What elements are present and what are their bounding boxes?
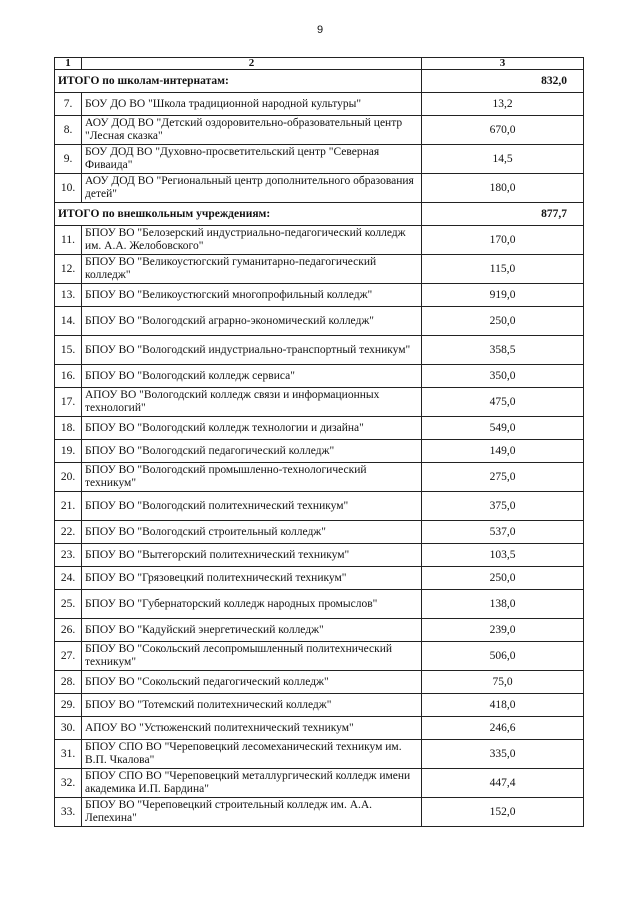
- table-row: [55, 226, 584, 255]
- amount-value: 447,4: [422, 769, 584, 798]
- row-number: 12.: [55, 255, 82, 284]
- table-row: [55, 145, 584, 174]
- institution-name: БПОУ ВО "Вологодский аграрно-экономический колледж": [82, 307, 422, 336]
- institution-name: БПОУ ВО "Вологодский индустриально-транспортный техникум": [82, 336, 422, 365]
- budget-table: [54, 57, 584, 827]
- total-value: 832,0: [422, 70, 584, 93]
- row-number: 17.: [55, 388, 82, 417]
- institution-name: БПОУ ВО "Сокольский лесопромышленный политехнический техникум": [82, 642, 422, 671]
- institution-name: БПОУ ВО "Белозерский индустриально-педагогический колледж им. А.А. Желобовского": [82, 226, 422, 255]
- table-row: [55, 590, 584, 619]
- amount-value: 475,0: [422, 388, 584, 417]
- row-number: 33.: [55, 798, 82, 827]
- amount-value: 350,0: [422, 365, 584, 388]
- total-label: ИТОГО по школам-интернатам:: [55, 70, 422, 93]
- row-number: 22.: [55, 521, 82, 544]
- table-row: [55, 567, 584, 590]
- row-number: 21.: [55, 492, 82, 521]
- row-number: 25.: [55, 590, 82, 619]
- total-label: ИТОГО по внешкольным учреждениям:: [55, 203, 422, 226]
- total-value: 877,7: [422, 203, 584, 226]
- row-number: 28.: [55, 671, 82, 694]
- total-row: [55, 70, 584, 93]
- amount-value: 275,0: [422, 463, 584, 492]
- amount-value: 919,0: [422, 284, 584, 307]
- row-number: 18.: [55, 417, 82, 440]
- institution-name: БПОУ ВО "Вологодский строительный колледж": [82, 521, 422, 544]
- table-row: [55, 492, 584, 521]
- row-number: 15.: [55, 336, 82, 365]
- amount-value: 103,5: [422, 544, 584, 567]
- table-row: [55, 307, 584, 336]
- institution-name: БПОУ ВО "Великоустюгский многопрофильный колледж": [82, 284, 422, 307]
- amount-value: 250,0: [422, 307, 584, 336]
- table-row: [55, 619, 584, 642]
- amount-value: 418,0: [422, 694, 584, 717]
- amount-value: 358,5: [422, 336, 584, 365]
- institution-name: БПОУ ВО "Грязовецкий политехнический техникум": [82, 567, 422, 590]
- institution-name: БПОУ СПО ВО "Череповецкий лесомеханический техникум им. В.П. Чкалова": [82, 740, 422, 769]
- row-number: 11.: [55, 226, 82, 255]
- row-number: 13.: [55, 284, 82, 307]
- amount-value: 335,0: [422, 740, 584, 769]
- institution-name: АПОУ ВО "Вологодский колледж связи и информационных технологий": [82, 388, 422, 417]
- table-row: [55, 336, 584, 365]
- institution-name: БПОУ ВО "Губернаторский колледж народных промыслов": [82, 590, 422, 619]
- institution-name: БОУ ДО ВО "Школа традиционной народной культуры": [82, 93, 422, 116]
- table-row: [55, 440, 584, 463]
- amount-value: 250,0: [422, 567, 584, 590]
- institution-name: БПОУ ВО "Череповецкий строительный колледж им. А.А. Лепехина": [82, 798, 422, 827]
- row-number: 29.: [55, 694, 82, 717]
- institution-name: БПОУ ВО "Вологодский промышленно-технологический техникум": [82, 463, 422, 492]
- amount-value: 549,0: [422, 417, 584, 440]
- amount-value: 138,0: [422, 590, 584, 619]
- institution-name: БПОУ ВО "Вытегорский политехнический техникум": [82, 544, 422, 567]
- table-row: [55, 174, 584, 203]
- amount-value: 239,0: [422, 619, 584, 642]
- institution-name: БПОУ ВО "Сокольский педагогический колледж": [82, 671, 422, 694]
- institution-name: АПОУ ВО "Устюженский политехнический техникум": [82, 717, 422, 740]
- table-row: [55, 740, 584, 769]
- institution-name: БПОУ СПО ВО "Череповецкий металлургический колледж имени академика И.П. Бардина": [82, 769, 422, 798]
- total-row: [55, 203, 584, 226]
- table-row: [55, 521, 584, 544]
- row-number: 16.: [55, 365, 82, 388]
- row-number: 19.: [55, 440, 82, 463]
- table-row: [55, 463, 584, 492]
- institution-name: БОУ ДОД ВО "Духовно-просветительский центр "Северная Фиваида": [82, 145, 422, 174]
- row-number: 8.: [55, 116, 82, 145]
- institution-name: АОУ ДОД ВО "Региональный центр дополнительного образования детей": [82, 174, 422, 203]
- institution-name: БПОУ ВО "Великоустюгский гуманитарно-педагогический колледж": [82, 255, 422, 284]
- row-number: 26.: [55, 619, 82, 642]
- column-header-2: 2: [82, 58, 422, 70]
- institution-name: БПОУ ВО "Вологодский политехнический техникум": [82, 492, 422, 521]
- amount-value: 537,0: [422, 521, 584, 544]
- table-row: [55, 694, 584, 717]
- institution-name: БПОУ ВО "Тотемский политехнический колледж": [82, 694, 422, 717]
- institution-name: БПОУ ВО "Вологодский педагогический колледж": [82, 440, 422, 463]
- amount-value: 75,0: [422, 671, 584, 694]
- table-row: [55, 544, 584, 567]
- row-number: 10.: [55, 174, 82, 203]
- institution-name: БПОУ ВО "Вологодский колледж технологии и дизайна": [82, 417, 422, 440]
- amount-value: 149,0: [422, 440, 584, 463]
- row-number: 32.: [55, 769, 82, 798]
- table-row: [55, 93, 584, 116]
- amount-value: 152,0: [422, 798, 584, 827]
- row-number: 23.: [55, 544, 82, 567]
- column-header-1: 1: [55, 58, 82, 70]
- amount-value: 115,0: [422, 255, 584, 284]
- amount-value: 246,6: [422, 717, 584, 740]
- amount-value: 375,0: [422, 492, 584, 521]
- column-header-3: 3: [422, 58, 584, 70]
- table-row: [55, 769, 584, 798]
- amount-value: 13,2: [422, 93, 584, 116]
- amount-value: 14,5: [422, 145, 584, 174]
- row-number: 9.: [55, 145, 82, 174]
- row-number: 24.: [55, 567, 82, 590]
- row-number: 30.: [55, 717, 82, 740]
- amount-value: 180,0: [422, 174, 584, 203]
- table-row: [55, 717, 584, 740]
- amount-value: 506,0: [422, 642, 584, 671]
- table-row: [55, 365, 584, 388]
- table-row: [55, 417, 584, 440]
- row-number: 27.: [55, 642, 82, 671]
- table-row: [55, 798, 584, 827]
- table-row: [55, 671, 584, 694]
- table-row: [55, 284, 584, 307]
- institution-name: БПОУ ВО "Вологодский колледж сервиса": [82, 365, 422, 388]
- row-number: 20.: [55, 463, 82, 492]
- page-number: 9: [316, 24, 324, 36]
- table-row: [55, 642, 584, 671]
- row-number: 14.: [55, 307, 82, 336]
- row-number: 31.: [55, 740, 82, 769]
- amount-value: 670,0: [422, 116, 584, 145]
- institution-name: АОУ ДОД ВО "Детский оздоровительно-образовательный центр "Лесная сказка": [82, 116, 422, 145]
- institution-name: БПОУ ВО "Кадуйский энергетический колледж": [82, 619, 422, 642]
- table-header-row: [55, 58, 584, 70]
- table-row: [55, 116, 584, 145]
- amount-value: 170,0: [422, 226, 584, 255]
- table-row: [55, 388, 584, 417]
- table-row: [55, 255, 584, 284]
- row-number: 7.: [55, 93, 82, 116]
